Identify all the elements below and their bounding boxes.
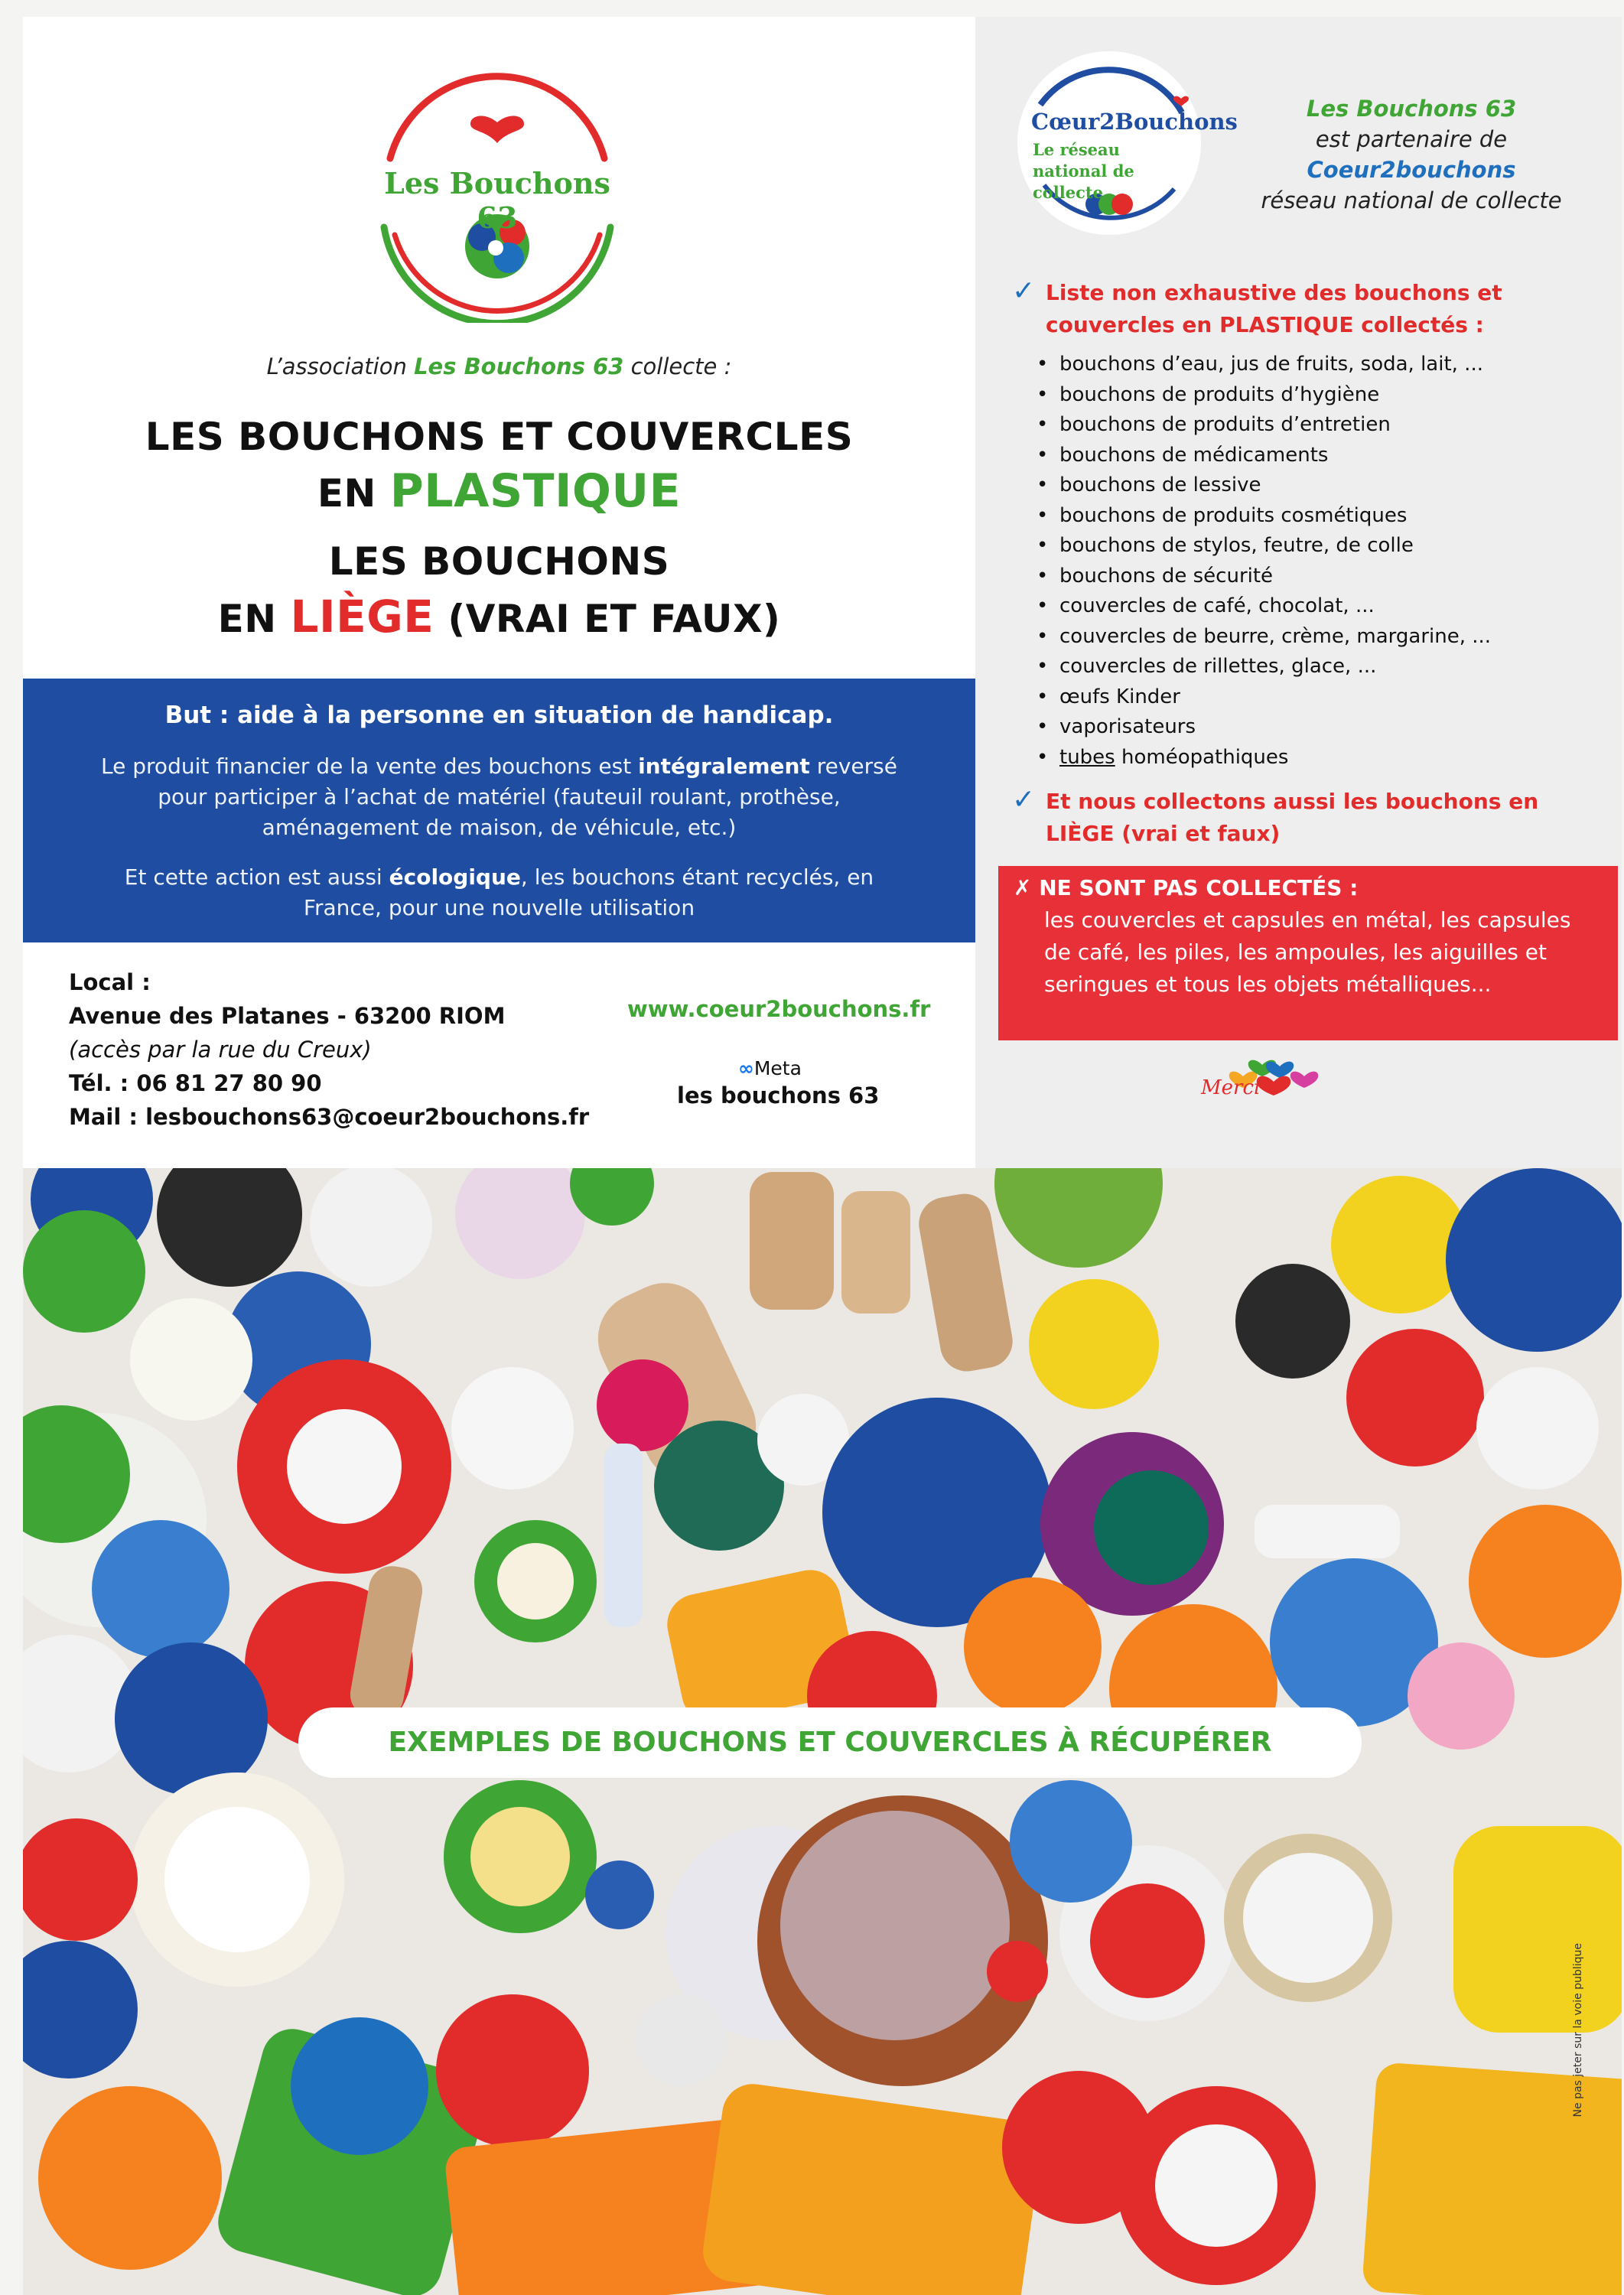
meta-brand [738,1057,802,1079]
flyer [23,17,1622,2295]
list-item: • bouchons de sécurité [1037,562,1491,592]
meta-icon: ∞ [738,1057,754,1079]
merci-text: Merci [1201,1076,1261,1099]
purpose-p2-bold: écologique [389,864,521,890]
headline-plastique: PLASTIQUE [389,464,682,518]
list-item: • bouchons de produits d’entretien [1037,410,1491,441]
intro-text [23,353,975,379]
contact-mail[interactable]: Mail : lesbouchons63@coeur2bouchons.fr [69,1104,590,1130]
purpose-p1-before: Le produit financier de la vente des bouchons est [101,754,639,779]
headline-line-4-prefix: EN [217,597,291,641]
contact-block [69,965,589,1134]
meta-page-name[interactable]: les bouchons 63 [677,1082,880,1108]
headline-line-2 [23,464,975,518]
headline-line-3: LES BOUCHONS [328,539,670,584]
list-item: • vaporisateurs [1037,712,1491,743]
plastic-list [1037,350,1491,773]
printer-note: Ne pas jeter sur la voie publique [1572,1943,1584,2118]
excluded-title [1014,875,1358,900]
checkmark-icon: ✓ [1012,275,1036,307]
contact-phone[interactable]: Tél. : 06 81 27 80 90 [69,1070,322,1096]
coeur2bouchons-logo [1017,51,1238,235]
headline-liege: LIÈGE [290,591,434,643]
purpose-paragraph-1 [92,751,906,843]
tubes-underlined: tubes [1059,745,1115,769]
contact-access: (accès par la rue du Creux) [69,1037,372,1063]
contact-local-label: Local : [69,969,151,995]
partner-text [1205,93,1618,216]
purpose-title: But : aide à la personne en situation de handicap. [164,702,834,729]
les-bouchons-63-logo [367,70,627,323]
website-link[interactable]: www.coeur2bouchons.fr [627,996,931,1022]
contact-address: Avenue des Platanes - 63200 RIOM [69,1003,506,1029]
left-panel [23,17,975,1168]
logo-name: Les Bouchons 63 [384,166,610,235]
tubes-rest: homéopathiques [1115,745,1289,769]
headline-line-4-suffix: (VRAI ET FAUX) [434,597,781,641]
c2b-subtitle: Le réseau national de collecte [1033,140,1134,202]
headline-line-1: LES BOUCHONS ET COUVERCLES [145,415,854,459]
list-item: • bouchons de produits cosmétiques [1037,501,1491,532]
bottle-caps-photo [23,1168,1622,2295]
excluded-body: les couvercles et capsules en métal, les capsules de café, les piles, les ampoules, les aiguilles et seringues et tous les objets métalliques... [1044,907,1571,997]
list-item: • bouchons de médicaments [1037,441,1491,471]
excluded-box [998,866,1618,1040]
meta-brand-text: Meta [753,1057,802,1079]
purpose-panel [23,679,975,942]
list-item-tubes [1037,743,1491,773]
partner-line-4: réseau national de collecte [1261,187,1562,213]
partner-line-2: est partenaire de [1315,126,1508,152]
list-item: • bouchons de lessive [1037,470,1491,501]
purpose-p2-before: Et cette action est aussi [124,864,389,890]
intro-after: collecte : [623,353,732,379]
purpose-paragraph-2 [92,862,906,923]
purpose-p2-after: , les bouchons étant recyclés, en France, pour une nouvelle utilisation [303,864,874,920]
list-item: • œufs Kinder [1037,682,1491,713]
list-item: • bouchons de produits d’hygiène [1037,380,1491,411]
checkmark-icon: ✓ [1012,784,1036,815]
purpose-p1-after: reversé pour participer à l’achat de matériel (fauteuil roulant, prothèse, aménagement de maison, de véhicule, etc.) [158,754,897,840]
list-item: • couvercles de café, chocolat, ... [1037,591,1491,622]
list-item: • couvercles de rillettes, glace, ... [1037,652,1491,682]
partner-network: Coeur2bouchons [1307,157,1516,183]
headline-line-2-prefix: EN [317,471,390,516]
examples-banner: EXEMPLES DE BOUCHONS ET COUVERCLES À RÉCUPÉRER [298,1707,1362,1778]
partner-name: Les Bouchons 63 [1306,96,1517,122]
intro-before: L’association [266,353,415,379]
list-item: • bouchons d’eau, jus de fruits, soda, lait, ... [1037,350,1491,380]
excluded-title-text: NE SONT PAS COLLECTÉS : [1039,875,1359,900]
right-panel [975,17,1622,1168]
list-item: • couvercles de beurre, crème, margarine, ... [1037,622,1491,653]
purpose-p1-bold: intégralement [638,754,810,779]
c2b-name: Cœur2Bouchons [1031,109,1238,135]
plastic-list-title: Liste non exhaustive des bouchons et couvercles en PLASTIQUE collectés : [1046,280,1502,337]
liege-title: Et nous collectons aussi les bouchons en LIÈGE (vrai et faux) [1046,789,1539,846]
headline-line-4 [23,591,975,643]
cross-icon: ✗ [1014,875,1032,900]
intro-association-name: Les Bouchons 63 [414,353,624,379]
list-item: • bouchons de stylos, feutre, de colle [1037,531,1491,562]
